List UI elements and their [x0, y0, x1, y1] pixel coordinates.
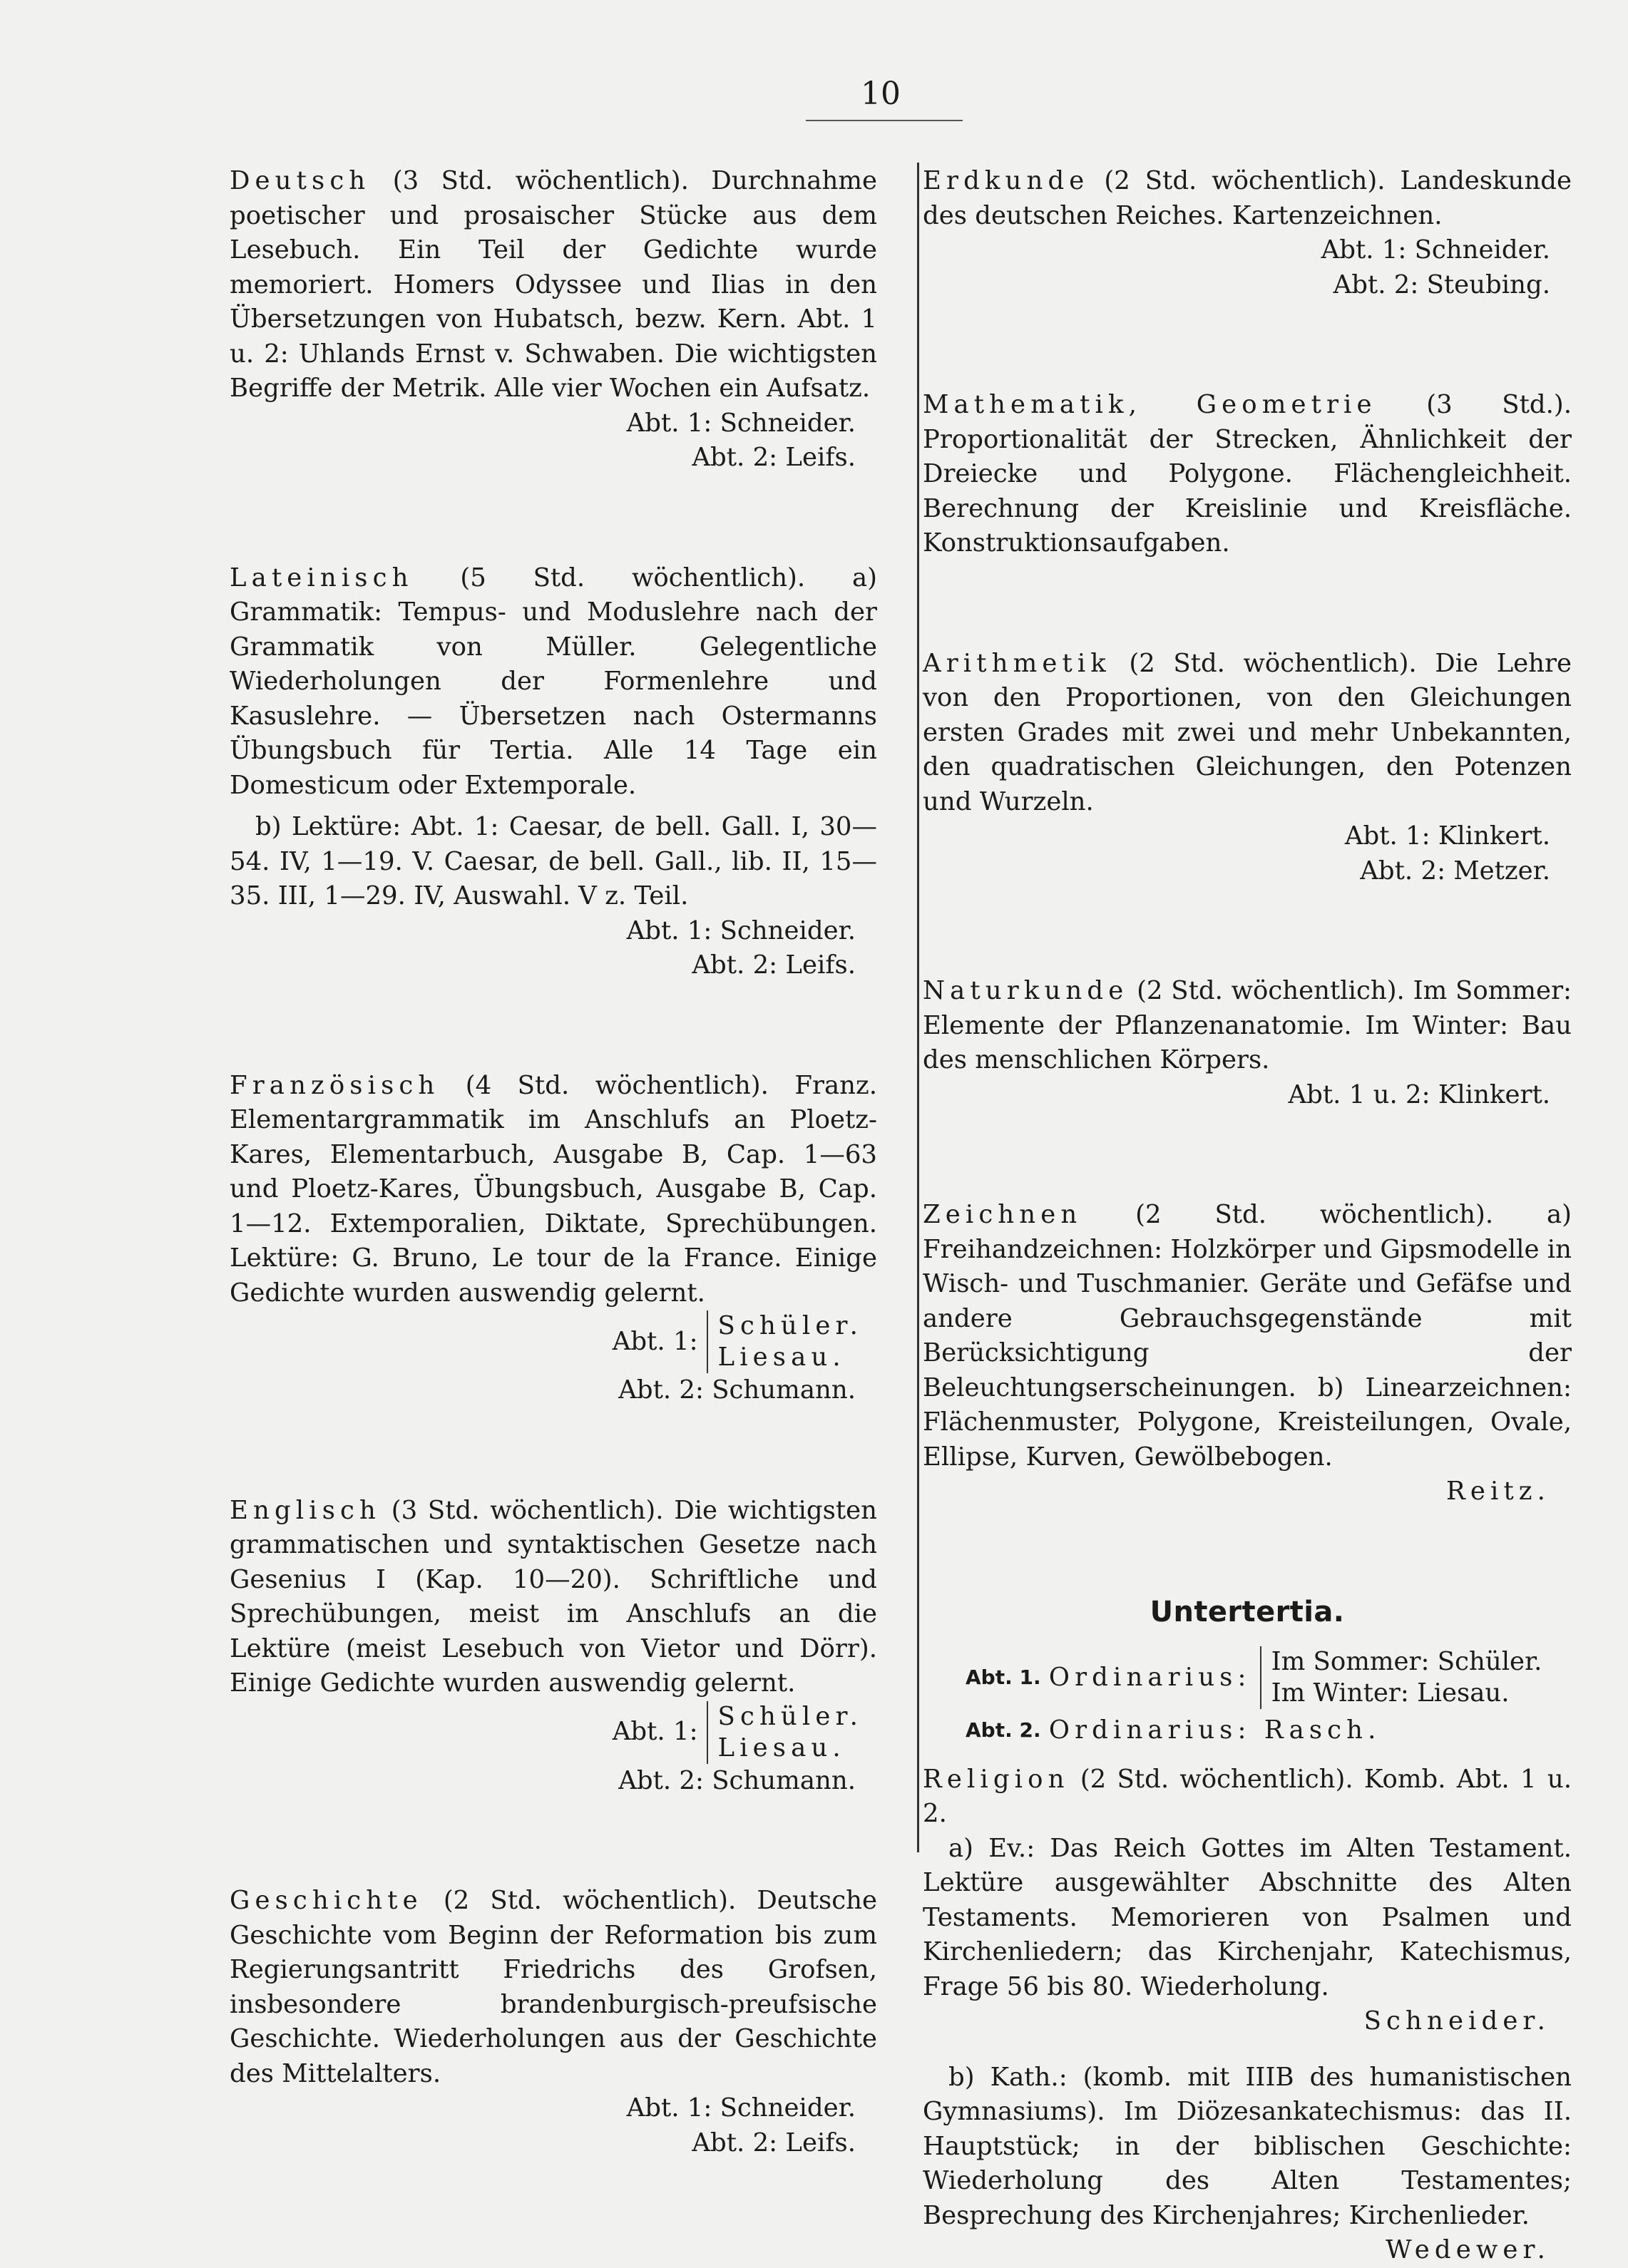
abt-label: Abt. 1:	[612, 1717, 698, 1747]
section-naturkunde	[923, 974, 1572, 1112]
section-erdkunde	[923, 164, 1572, 302]
teacher-brace	[230, 1310, 877, 1373]
section-text: (2 Std. wöchentlich). a) Freihandzeichnen: Holzkörper und Gipsmodelle in Wisch- und Tuschmanier. Geräte und Gefäfse und andere Gebrauchsgegenstände mit Berücksichtigung der Beleuchtungserscheinungen. b) Linearzeichnen: Flächenmuster, Polygone, Kreisteilungen, Ovale, Ellipse, Kurven, Gewölbebogen.	[923, 1200, 1572, 1472]
section-heading: Geschichte	[230, 1886, 423, 1915]
abt-label: Abt. 2.	[966, 1718, 1041, 1742]
teacher-line: Abt. 1: Schneider.	[626, 2093, 856, 2123]
section-text-b: b) Lektüre: Abt. 1: Caesar, de bell. Gall. I, 30—54. IV, 1—19. V. Caesar, de bell. Gall., lib. II, 15—35. III, 1—29. IV, Auswahl. V z. Teil.	[230, 812, 877, 910]
teacher-line: Abt. 1: Klinkert.	[1344, 821, 1550, 851]
abt-label: Abt. 1.	[966, 1665, 1041, 1689]
ordinarius-abt1	[966, 1646, 1572, 1709]
section-heading: Lateinisch	[230, 563, 414, 592]
teacher-line: Abt. 2: Leifs.	[692, 443, 856, 472]
section-heading: Französisch	[230, 1070, 440, 1100]
ordinarius-abt2	[966, 1713, 1572, 1748]
section-text: (2 Std. wöchentlich). Landeskunde des deutschen Reiches. Kartenzeichnen.	[923, 166, 1572, 230]
teacher-line: Schneider.	[1363, 2006, 1550, 2036]
teacher-name: Liesau.	[717, 1343, 846, 1372]
section-text: (2 Std. wöchentlich). Die Lehre von den Proportionen, von den Gleichungen ersten Grades mit zwei und mehr Unbekannten, den quadratischen Gleichungen, den Potenzen und Wurzeln.	[923, 648, 1572, 816]
teacher-line: Abt. 2: Schumann.	[618, 1765, 856, 1795]
class-heading: Untertertia.	[1150, 1595, 1345, 1628]
religion-ev: a) Ev.: Das Reich Gottes im Alten Testament. Lektüre ausgewählter Abschnitte des Alten Testaments. Memorieren von Psalmen und Kirchenliedern; das Kirchenjahr, Katechismus, Frage 56 bis 80. Wiederholung.	[923, 1833, 1572, 2001]
ordinarius-name: Im Sommer: Schüler.	[1271, 1647, 1542, 1676]
teacher-line: Abt. 1: Schneider.	[626, 408, 856, 438]
teacher-line: Abt. 1: Schneider.	[626, 915, 856, 945]
section-zeichnen	[923, 1198, 1572, 1509]
left-column	[230, 164, 877, 2160]
teacher-line: Wedewer.	[1386, 2235, 1550, 2264]
ordinarius-name: Im Winter: Liesau.	[1271, 1678, 1510, 1708]
teacher-line: Abt. 1 u. 2: Klinkert.	[1288, 1079, 1550, 1109]
section-text: (5 Std. wöchentlich). a) Grammatik: Tempus- und Moduslehre nach der Grammatik von Müller. Gelegentliche Wiederholungen der Formenlehre und Kasuslehre. — Übersetzen nach Ostermanns Übungsbuch für Tertia. Alle 14 Tage ein Domesticum oder Extemporale.	[230, 563, 877, 800]
section-text: (4 Std. wöchentlich). Franz. Elementargrammatik im Anschlufs an Ploetz-Kares, Elementarbuch, Ausgabe B, Cap. 1—63 und Ploetz-Kares, Übungsbuch, Ausgabe B, Cap. 1—12. Extemporalien, Diktate, Sprechübungen. Lektüre: G. Bruno, Le tour de la France. Einige Gedichte wurden auswendig gelernt.	[230, 1070, 877, 1308]
section-geschichte	[230, 1884, 877, 2160]
section-mathematik	[923, 388, 1572, 561]
teacher-brace	[230, 1701, 877, 1764]
section-heading: Deutsch	[230, 166, 371, 195]
ordinarius-label: Ordinarius:	[1048, 1662, 1251, 1692]
section-lateinisch	[230, 561, 877, 983]
teacher-name: Liesau.	[717, 1733, 846, 1762]
section-text: (2 Std. wöchentlich). Im Sommer: Elemente der Pflanzenanatomie. Im Winter: Bau des menschlichen Körpers.	[923, 976, 1572, 1074]
teacher-line: Abt. 2: Metzer.	[1360, 856, 1550, 886]
section-heading: Religion	[923, 1764, 1070, 1794]
section-text: (3 Std. wöchentlich). Durchnahme poetischer und prosaischer Stücke aus dem Lesebuch. Ein Teil der Gedichte wurde memoriert. Homers Odyssee und Ilias in den Übersetzungen von Hubatsch, bezw. Kern. Abt. 1 u. 2: Uhlands Ernst v. Schwaben. Die wichtigsten Begriffe der Metrik. Alle vier Wochen ein Aufsatz.	[230, 166, 877, 403]
teacher-line: Abt. 1: Schneider.	[1321, 235, 1550, 265]
abt-label: Abt. 1:	[612, 1326, 698, 1356]
column-divider	[917, 163, 919, 1852]
section-text: (3 Std. wöchentlich). Die wichtigsten grammatischen und syntaktischen Gesetze nach Gesenius I (Kap. 10—20). Schriftliche und Sprechübungen, meist im Anschlufs an die Lektüre (meist Lesebuch von Vietor und Dörr). Einige Gedichte wurden auswendig gelernt.	[230, 1495, 877, 1698]
section-heading: Mathematik, Geometrie	[923, 390, 1377, 419]
teacher-line: Abt. 2: Steubing.	[1333, 270, 1550, 299]
section-untertertia	[923, 1595, 1572, 2268]
section-heading: Englisch	[230, 1495, 381, 1525]
teacher-line: Reitz.	[1446, 1477, 1550, 1506]
page-number-rule	[806, 120, 963, 121]
page-number: 10	[861, 76, 901, 112]
section-heading: Erdkunde	[923, 166, 1090, 195]
right-column	[923, 164, 1572, 2268]
section-franzoesisch	[230, 1069, 877, 1408]
section-text: (2 Std. wöchentlich). Deutsche Geschichte vom Beginn der Reformation bis zum Regierungsantritt Friedrichs des Grofsen, insbesondere brandenburgisch-preufsische Geschichte. Wiederholungen aus der Geschichte des Mittelalters.	[230, 1886, 877, 2088]
section-heading: Arithmetik	[923, 648, 1111, 678]
section-heading: Zeichnen	[923, 1200, 1082, 1229]
teacher-line: Abt. 2: Leifs.	[692, 950, 856, 980]
section-heading: Naturkunde	[923, 976, 1129, 1005]
teacher-name: Schüler.	[717, 1311, 863, 1340]
religion-kath: b) Kath.: (komb. mit IIIB des humanistischen Gymnasiums). Im Diözesankatechismus: das II. Hauptstück; in der biblischen Geschichte: Wiederholung des Alten Testamentes; Besprechung des Kirchenjahres; Kirchenlieder.	[923, 2062, 1572, 2230]
section-arithmetik	[923, 647, 1572, 889]
ordinarius-text: Ordinarius: Rasch.	[1048, 1715, 1381, 1745]
teacher-name: Schüler.	[717, 1701, 863, 1731]
teacher-line: Abt. 2: Leifs.	[692, 2128, 856, 2157]
section-englisch	[230, 1494, 877, 1799]
section-deutsch	[230, 164, 877, 476]
section-text: (3 Std.). Proportionalität der Strecken, Ähnlichkeit der Dreiecke und Polygone. Flächengleichheit. Berechnung der Kreislinie und Kreisfläche. Konstruktionsaufgaben.	[923, 390, 1572, 558]
teacher-line: Abt. 2: Schumann.	[618, 1375, 856, 1405]
section-text: (2 Std. wöchentlich). Komb. Abt. 1 u. 2.	[923, 1764, 1572, 1828]
